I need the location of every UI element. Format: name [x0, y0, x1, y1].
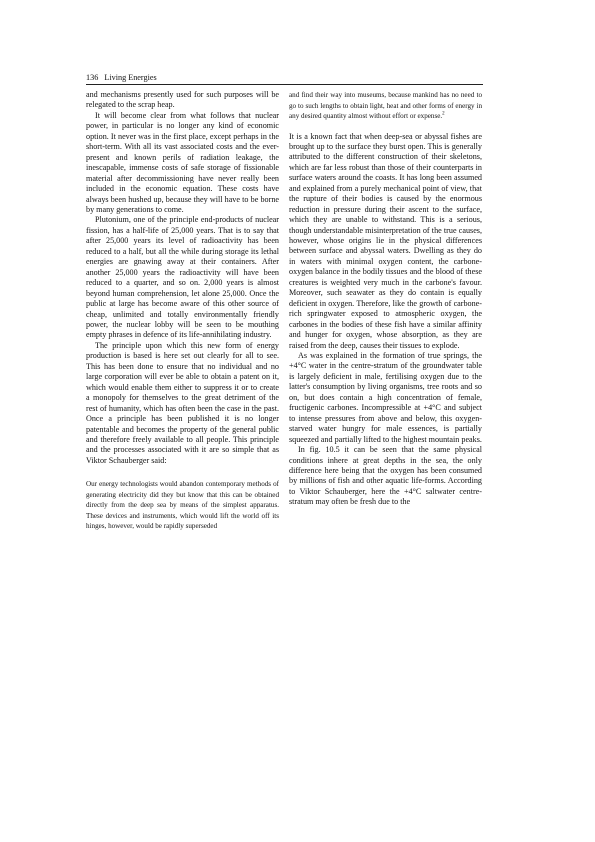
- paragraph: It will become clear from what follows that nuclear power, in particular is no longer any kind of economic option. It never was in the first place, except perhaps in the short-term. With all its vast associated costs and the ever-present and known perils of radiation leakage, the inescapable, immense costs of safe storage of fissionable material after decommissioning have never really been included in the economic equation. These costs have always been hushed up, because they will have to be borne by many generations to come.: [86, 110, 279, 214]
- left-column: [86, 90, 279, 532]
- running-title: Living Energies: [104, 73, 157, 82]
- running-header: [86, 73, 483, 85]
- paragraph: The principle upon which this new form of energy production is based is here set out clearly for all to see. This has been done to ensure that no individual and no large corporation will ever be able to obtain a patent on it, which would enable them either to suppress it or to create a monopoly for themselves to the great detriment of the rest of humanity, which has often been the case in the past. Once a principle has been published it is no longer patentable and becomes the property of the general public and therefore freely available to all people. This principle and the processes associated with it are so simple that as Viktor Schauberger said:: [86, 340, 279, 465]
- quote-text: and find their way into museums, because mankind has no need to go to such lengths to obtain light, heat and other forms of energy in any desired quantity almost without effort or expense.: [289, 91, 482, 120]
- page-number: 136: [86, 73, 99, 82]
- right-column: [289, 90, 482, 508]
- footnote-reference: 2: [442, 111, 445, 117]
- block-quote: Our energy technologists would abandon contemporary methods of generating electricity did they but know that this can be obtained directly from the deep sea by means of the simplest apparatus. These devices and instruments, which would lift the world off its hinges, however, would be rapidly superseded: [86, 480, 279, 531]
- paragraph: In fig. 10.5 it can be seen that the same physical conditions inhere at great depths in the sea, the only difference here being that the oxygen has been consumed by millions of fish and other aquatic life-forms. According to Viktor Schauberger, here the +4°C saltwater centre-stratum may often be fresh due to the: [289, 445, 482, 507]
- paragraph: Plutonium, one of the principle end-products of nuclear fission, has a half-life of 25,000 years. That is to say that after 25,000 years its level of radioactivity has been reduced to a half, but all the while during storage its lethal energies are gnawing away at their containers. After another 25,000 years the radioactivity will have been reduced to a quarter, and so on. 2,000 years is almost beyond human comprehension, let alone 25,000. Once the public at large has become aware of this other source of cheap, unlimited and totally environmentally friendly power, the nuclear lobby will be seen to be mouthing empty phrases in defence of its life-annihilating industry.: [86, 215, 279, 340]
- block-quote-continued: [289, 90, 482, 122]
- paragraph: and mechanisms presently used for such purposes will be relegated to the scrap heap.: [86, 90, 279, 110]
- paragraph: It is a known fact that when deep-sea or abyssal fishes are brought up to the surface they burst open. This is generally attributed to the different construction of their skeletons, which are far less robust than those of their counterparts in surface waters around the coasts. It has long been assumed and explained from a purely mechanical point of view, that the rupture of their bodies is caused by the enormous reduction in pressure during their ascent to the surface, which they are unable to withstand. This is a serious, though understandable misinterpretation of the true causes, however, whose origins lie in the physical differences between surface and abyssal waters. Dwelling as they do in waters with minimal oxygen content, the carbone-oxygen balance in the bodily tissues and the blood of these creatures is weighted very much in the carbone's favour. Moreover, such seawater as they do contain is equally deficient in oxygen. Therefore, like the growth of carbone-rich springwater exposed to atmospheric oxygen, the carbones in the bodies of these fish have a similar affinity and hunger for oxygen, whose absorption, as they are raised from the deep, causes their tissues to explode.: [289, 131, 482, 350]
- paragraph: As was explained in the formation of true springs, the +4°C water in the centre-stratum of the groundwater table is largely deficient in male, fertilising oxygen due to the latter's consumption by living organisms, tree roots and so on, but does contain a high concentration of female, fructigenic carbones. Incompressible at +4°C and subject to intense pressures from above and below, this oxygen-starved water hungry for male essences, is partially squeezed and partially lifted to the highest mountain peaks.: [289, 351, 482, 444]
